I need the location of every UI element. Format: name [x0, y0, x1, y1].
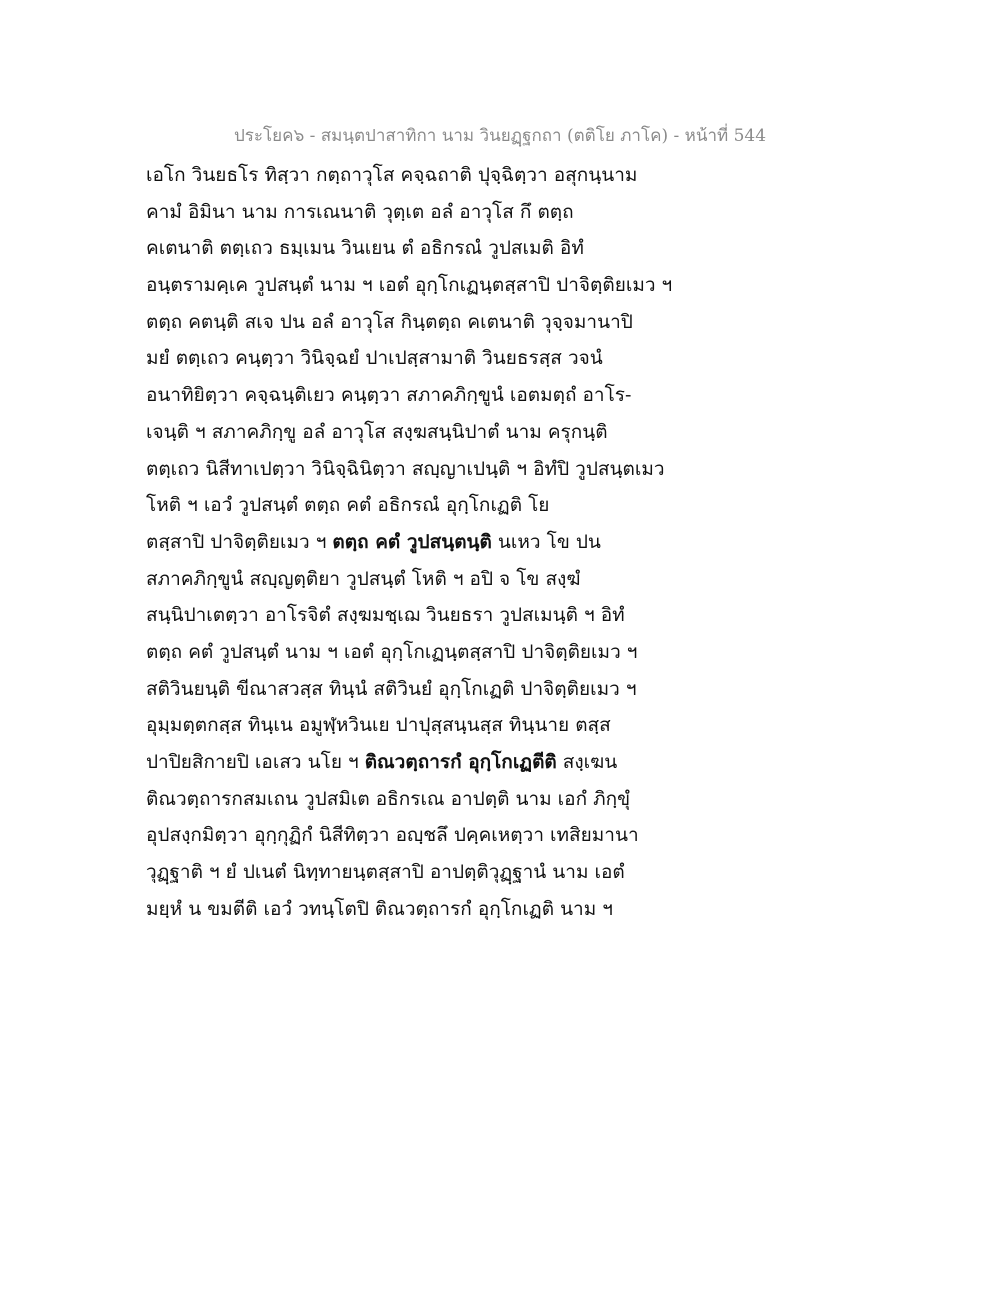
text-line: [146, 671, 686, 708]
bold-term: ติณวตฺถารกํ อุกฺโกเฏตีติ: [364, 751, 557, 773]
text-segment: สภาคภิกฺขูนํ สญฺญตฺติยา วูปสนฺตํ โหติ ฯ อปิ จ โข สงฺฆํ: [146, 567, 581, 590]
text-segment: ตสฺสาปิ ปาจิตฺติยเมว ฯ: [146, 530, 333, 553]
text-line: [146, 157, 686, 194]
text-segment: โหติ ฯ เอวํ วูปสนฺตํ ตตฺถ คตํ อธิกรณํ อุกฺโกเฏติ โย: [146, 494, 550, 517]
text-segment: ตตฺเถว นิสีทาเปตฺวา วินิจฺฉินิตฺวา สญฺญาเปนฺติ ฯ อิทํปิ วูปสนฺตเมว: [146, 457, 665, 480]
text-line: [146, 304, 686, 341]
text-line: [146, 267, 686, 304]
text-line: [146, 817, 686, 854]
text-segment: ตตฺถ คตนฺติ สเจ ปน อลํ อาวุโส กินฺตตฺถ คเตนาติ วุจฺจมานาปิ: [146, 310, 633, 333]
text-line: [146, 891, 686, 928]
text-segment: มยํ ตตฺเถว คนฺตฺวา วินิจฺฉยํ ปาเปสฺสามาติ วินยธรสฺส วจนํ: [146, 347, 603, 370]
text-line: [146, 634, 686, 671]
text-line: [146, 597, 686, 634]
text-line: [146, 561, 686, 598]
text-line: [146, 487, 686, 524]
text-segment: นเหว โข ปน: [491, 530, 601, 553]
text-segment: คเตนาติ ตตฺเถว ธมฺเมน วินเยน ตํ อธิกรณํ วูปสเมติ อิทํ: [146, 237, 584, 260]
text-segment: อนฺตรามคฺเค วูปสนฺตํ นาม ฯ เอตํ อุกฺโกเฏนฺตสฺสาปิ ปาจิตฺติยเมว ฯ: [146, 274, 673, 297]
running-header: ประโยค๖ - สมนฺตปาสาทิกา นาม วินยฏฺฐกถา (ตติโย ภาโค) - หน้าที่ 544: [233, 126, 767, 146]
text-line: [146, 781, 686, 818]
text-segment: อุปสงฺกมิตฺวา อุกฺกุฏิกํ นิสีทิตฺวา อญฺชลึ ปคฺคเหตฺวา เทสิยมานา: [146, 824, 639, 847]
bold-term: ตตฺถ คตํ วูปสนฺตนฺติ: [332, 530, 492, 553]
text-segment: เอโก วินยธโร ทิสฺวา กตฺถาวุโส คจฺฉถาติ ปุจฺฉิตฺวา อสุกนฺนาม: [146, 164, 638, 186]
text-line: [146, 451, 686, 488]
text-line: [146, 854, 686, 891]
text-segment: ตตฺถ คตํ วูปสนฺตํ นาม ฯ เอตํ อุกฺโกเฏนฺตสฺสาปิ ปาจิตฺติยเมว ฯ: [146, 640, 638, 663]
text-segment: อนาทิยิตฺวา คจฺฉนฺติเยว คนฺตฺวา สภาคภิกฺขูนํ เอตมตฺถํ อาโร-: [146, 384, 632, 407]
text-line: [146, 707, 686, 744]
text-segment: เจนฺติ ฯ สภาคภิกฺขู อลํ อาวุโส สงฺฆสนฺนิปาตํ นาม ครุกนฺติ: [146, 420, 608, 443]
text-segment: สงฺเฆน: [556, 751, 618, 773]
text-segment: ติณวตฺถารกสมเถน วูปสมิเต อธิกรเณ อาปตฺติ นาม เอกํ ภิกฺขุํ: [146, 787, 631, 810]
text-segment: อุมฺมตฺตกสฺส ทินฺเน อมูฬฺหวินเย ปาปุสฺสนฺนสฺส ทินฺนาย ตสฺส: [146, 714, 611, 737]
text-line: [146, 194, 686, 231]
text-segment: สติวินยนฺติ ขีณาสวสฺส ทินฺนํ สติวินยํ อุกฺโกเฏติ ปาจิตฺติยเมว ฯ: [146, 677, 637, 700]
text-segment: วุฏฺฐาติ ฯ ยํ ปเนตํ นิทฺทายนฺตสฺสาปิ อาปตฺติวุฏฺฐานํ นาม เอตํ: [146, 861, 625, 884]
text-line: [146, 377, 686, 414]
text-segment: คามํ อิมินา นาม การเณนาติ วุตฺเต อลํ อาวุโส กึ ตตฺถ: [146, 200, 574, 223]
text-segment: สนฺนิปาเตตฺวา อาโรจิตํ สงฺฆมชฺเฌ วินยธรา วูปสเมนฺติ ฯ อิทํ: [146, 604, 625, 627]
text-line: [146, 340, 686, 377]
text-segment: ปาปิยสิกายปิ เอเสว นโย ฯ: [146, 751, 365, 773]
text-line: [146, 414, 686, 451]
text-segment: มยฺหํ น ขมตีติ เอวํ วทนฺโตปิ ติณวตฺถารกํ อุกฺโกเฏติ นาม ฯ: [146, 897, 613, 920]
text-line: [146, 524, 686, 561]
text-line: [146, 230, 686, 267]
body-text: [146, 157, 686, 927]
text-line: [146, 744, 686, 781]
